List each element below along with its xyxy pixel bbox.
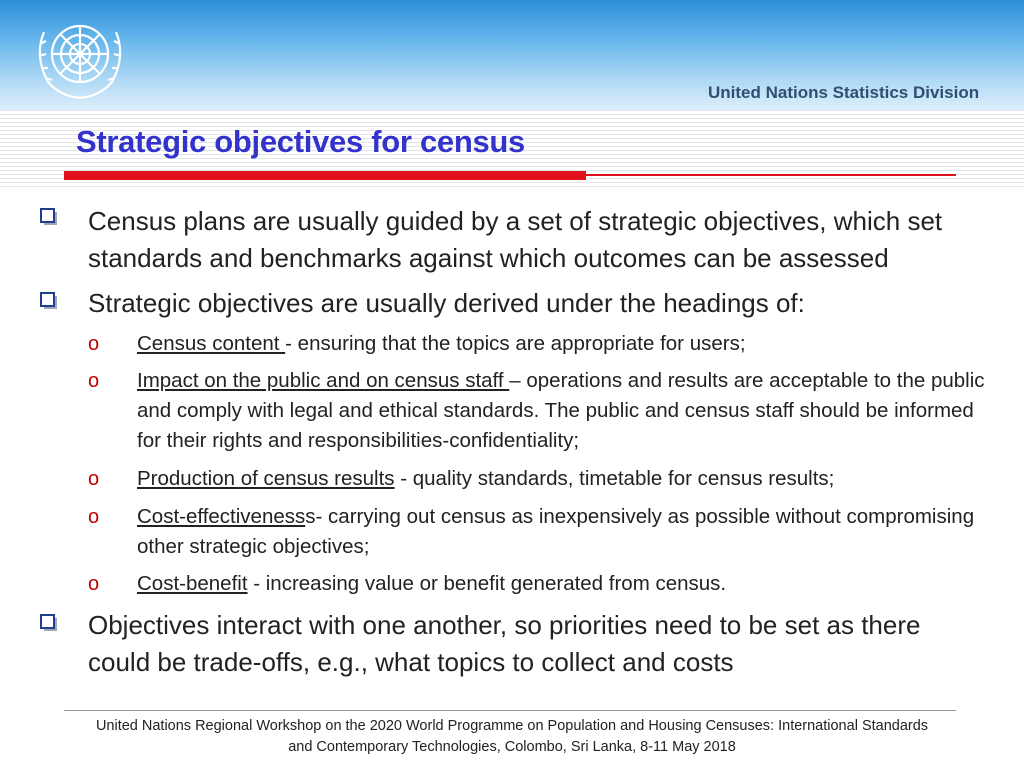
- slide-title: Strategic objectives for census: [76, 124, 525, 159]
- sub-item: [137, 366, 997, 456]
- sub-item-term: Production of census results: [137, 467, 395, 490]
- footer-text: [40, 716, 984, 758]
- sub-item: [137, 464, 997, 494]
- sub-item: [137, 502, 997, 562]
- sub-item-term: Cost-benefit: [137, 572, 248, 595]
- sub-item-text: s- carrying out census as inexpensively as possible without compromising other strategic objectives;: [137, 505, 975, 558]
- sub-bullet-marker: o: [88, 370, 100, 392]
- checkbox-bullet-icon: [40, 292, 58, 310]
- sub-item-text: – operations and results are acceptable to the public and comply with legal and ethical standards. The public and census staff should be informed for their rights and responsibilities-confidentiality;: [137, 369, 985, 452]
- sub-bullet-marker: o: [88, 333, 100, 355]
- sub-item-text: - quality standards, timetable for census results;: [394, 467, 835, 490]
- bullet-text: Objectives interact with one another, so priorities need to be set as there could be trade-offs, e.g., what topics to collect and costs: [88, 610, 921, 677]
- sub-item-text: - ensuring that the topics are appropriate for users;: [285, 332, 746, 355]
- title-underline-line: [586, 174, 956, 176]
- sub-item: [137, 329, 997, 359]
- bullet-text: Strategic objectives are usually derived under the headings of:: [88, 288, 805, 318]
- sub-item-term: Census content: [137, 332, 286, 355]
- sub-item: [137, 569, 997, 599]
- sub-item-term: Cost-effectiveness: [137, 505, 306, 528]
- sub-bullet-marker: o: [88, 468, 100, 490]
- sub-bullet-marker: o: [88, 573, 100, 595]
- footer-divider: [64, 710, 956, 711]
- title-underline-bar: [64, 171, 586, 180]
- bullet-text: Census plans are usually guided by a set of strategic objectives, which set standards and benchmarks against which outcomes can be assessed: [88, 206, 943, 273]
- footer-line: United Nations Regional Workshop on the 2020 World Programme on Population and Housing Censuses: International Standards: [95, 718, 929, 734]
- sub-item-text: - increasing value or benefit generated from census.: [247, 572, 727, 595]
- org-name: United Nations Statistics Division: [708, 83, 980, 102]
- un-emblem-icon: [30, 12, 130, 102]
- checkbox-bullet-icon: [40, 208, 58, 226]
- sub-item-term: Impact on the public and on census staff: [137, 369, 510, 392]
- sub-bullet-marker: o: [88, 506, 100, 528]
- footer-line: and Contemporary Technologies, Colombo, Sri Lanka, 8-11 May 2018: [288, 739, 736, 755]
- checkbox-bullet-icon: [40, 614, 58, 632]
